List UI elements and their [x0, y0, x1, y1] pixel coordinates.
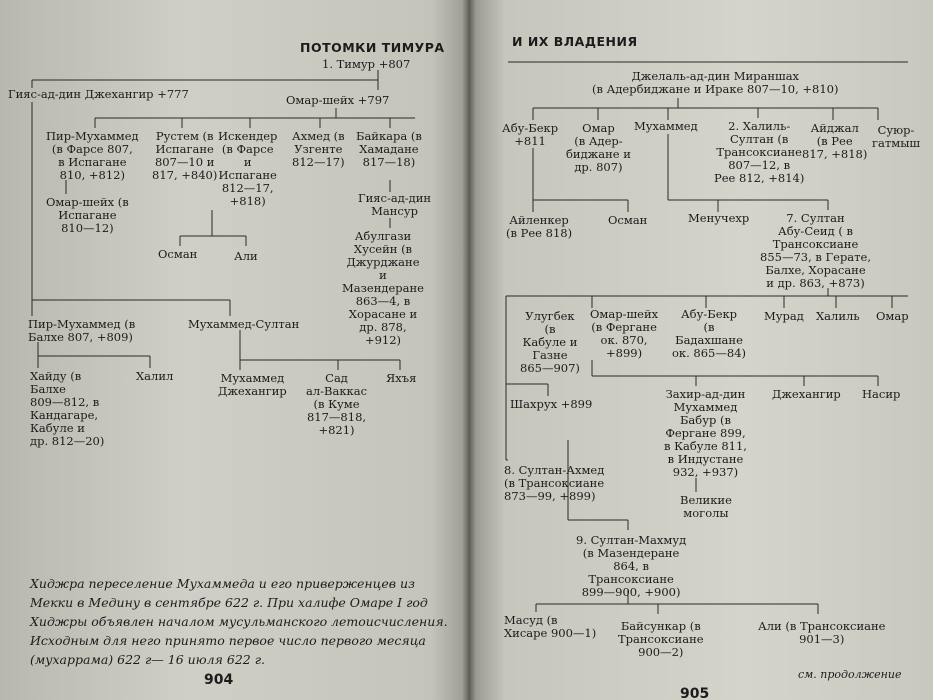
node-abu-seid: 7. Султан Абу-Сеид ( в Трансоксиане 855—73, в Герате, Балхе, Хорасане и др. 863, +873) — [760, 211, 871, 290]
right-page — [468, 0, 933, 700]
node-ulugbek: Улугбек (в Кабуле и Газне 865—907) — [520, 309, 580, 375]
node-giyas-mansur: Гияс-ад-дин Мансур — [358, 191, 432, 218]
continuation-note: см. продолжение — [798, 668, 902, 681]
node-omar2: Омар — [876, 309, 909, 323]
node-menuchehr: Менучехр — [688, 211, 750, 225]
node-nasir: Насир — [862, 387, 901, 401]
node-shahrukh: Шахрух +899 — [510, 397, 593, 411]
node-jahangir: Джехангир — [772, 387, 841, 401]
node-masud: Масуд (в Хисаре 900—1) — [504, 613, 597, 640]
hijra-footnote: Хиджра переселение Мухаммеда и его приверженцев из Мекки в Медину в сентябре 622 г. При халифе Омаре I год Хиджры объявлен началом мусульманского летоисчисления. Исходным для него принято первое число первого месяца (мухаррама) 622 г— 16 июля 622 г. — [30, 576, 448, 667]
node-abu-bekr: Абу-Бекр +811 — [502, 121, 559, 148]
node-muhammed-sultan: Мухаммед-Султан — [188, 317, 300, 331]
node-omar-sheikh-fergana: Омар-шейх (в Фергане ок. 870, +899) — [590, 307, 659, 360]
node-iskender: Искендер (в Фарсе и Испагане 812—17, +818) — [218, 129, 278, 208]
node-jalal-miranshah: Джелаль-ад-дин Мираншах (в Адербиджане и Ираке 807—10, +810) — [592, 69, 839, 96]
node-abulgazi: Абулгази Хусейн (в Джурджане и Мазендеране 863—4, в Хорасане и др. 878, +912) — [342, 229, 424, 347]
node-osman: Осман — [158, 247, 198, 261]
node-khalil-sultan: 2. Халиль- Султан (в Трансоксиане 807—12, в Рее 812, +814) — [714, 119, 805, 185]
node-khalil2: Халиль — [816, 309, 860, 323]
node-sultan-mahmud: 9. Султан-Махмуд (в Мазендеране 864, в Трансоксиане 899—900, +900) — [576, 533, 687, 599]
node-khaidu: Хайду (в Балхе 809—812, в Кандагаре, Кабуле и др. 812—20) — [30, 369, 105, 448]
node-yahya: Яхъя — [386, 371, 417, 385]
node-muhammed: Мухаммед — [634, 119, 698, 133]
node-giyas-jahangir: Гияс-ад-дин Джехангир +777 — [8, 87, 189, 101]
node-suyurgatmysh: Суюр- гатмыш — [872, 123, 921, 150]
node-great-moguls: Великие моголы — [680, 493, 732, 520]
node-omar-sheikh-isp: Омар-шейх (в Испагане 810—12) — [46, 195, 129, 235]
right-page-number: 905 — [680, 686, 710, 700]
node-ali: Али — [234, 249, 258, 263]
node-timur: 1. Тимур +807 — [322, 57, 411, 71]
node-omar-sheikh: Омар-шейх +797 — [286, 93, 390, 107]
node-pir-muhammed-fars: Пир-Мухаммед (в Фарсе 807, в Испагане 810, +812) — [46, 129, 139, 182]
node-aijenker: Айленкер (в Рее 818) — [506, 213, 573, 240]
node-aijal: Айджал (в Рее 817, +818) — [802, 121, 868, 161]
node-ahmed: Ахмед (в Узгенте 812—17) — [292, 129, 345, 169]
node-abu-bekr-badakhshan: Абу-Бекр (в Бадахшане ок. 865—84) — [672, 307, 746, 360]
node-pir-muhammed-balkh: Пир-Мухаммед (в Балхе 807, +809) — [28, 317, 136, 344]
node-muhammed-jahangir: Мухаммед Джехангир — [218, 371, 287, 398]
node-sultan-ahmed: 8. Султан-Ахмед (в Трансоксиане 873—99, +899) — [504, 463, 605, 503]
node-sad-vakkas: Сад ал-Ваккас (в Куме 817—818, +821) — [306, 371, 368, 437]
node-ali-right: Али (в Трансоксиане 901—3) — [758, 619, 886, 646]
node-khalil: Халил — [136, 369, 174, 383]
node-omar: Омар (в Адер- биджане и др. 807) — [566, 121, 631, 174]
node-osman-right: Осман — [608, 213, 648, 227]
node-baisunkar: Байсункар (в Трансоксиане 900—2) — [618, 619, 704, 659]
node-rustem: Рустем (в Испагане 807—10 и 817, +840) — [152, 129, 218, 182]
node-babur: Захир-ад-дин Мухаммед Бабур (в Фергане 899, в Кабуле 811, в Индустане 932, +937) — [664, 387, 747, 479]
right-page-header: И ИХ ВЛАДЕНИЯ — [512, 34, 638, 49]
node-murad: Мурад — [764, 309, 804, 323]
left-page-header: ПОТОМКИ ТИМУРА — [300, 40, 445, 55]
node-baikara: Байкара (в Хамадане 817—18) — [356, 129, 422, 169]
book-gutter — [462, 0, 476, 700]
left-page-number: 904 — [204, 672, 234, 688]
